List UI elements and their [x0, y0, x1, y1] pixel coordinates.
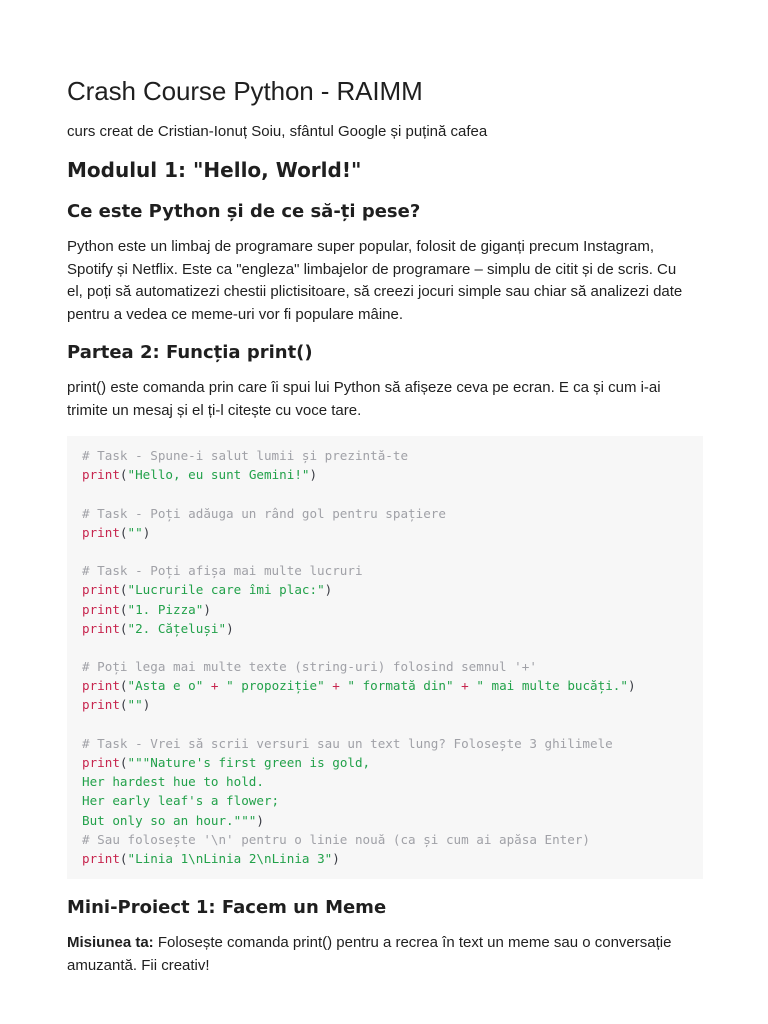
- code-punct: (: [119, 697, 128, 713]
- section-paragraph-intro: [67, 236, 707, 326]
- code-string: "2. Cățeluși": [127, 620, 227, 636]
- code-line: [82, 676, 636, 695]
- code-punct: ): [226, 620, 234, 636]
- code-punct: (: [119, 582, 128, 598]
- code-line: [82, 580, 636, 599]
- code-punct: ): [142, 524, 151, 540]
- code-punct: (: [119, 601, 128, 617]
- code-line: [82, 465, 636, 484]
- code-comment: # Task - Poți adăuga un rând gol pentru spațiere: [82, 505, 446, 521]
- code-string: "1. Pizza": [127, 601, 204, 617]
- code-punct: ): [309, 467, 318, 483]
- paragraph-line: print() este comanda prin care îi spui lui Python să afișeze ceva pe ecran. E ca și cum i-ai: [67, 379, 661, 396]
- code-punct: ): [627, 678, 636, 694]
- paragraph-line: pentru a vedea ce meme-uri vor fi populare mâine.: [67, 305, 404, 323]
- code-blank-line: [82, 542, 636, 561]
- mission-label: Misiunea ta:: [67, 934, 154, 951]
- section-heading-print: Partea 2: Funcția print(): [67, 342, 313, 363]
- code-punct: ): [203, 601, 211, 617]
- code-comment: # Task - Spune-i salut lumii și prezintă-te: [82, 448, 409, 463]
- document-subtitle: curs creat de Cristian-Ionuț Soiu, sfântul Google și puțină cafea: [67, 123, 488, 140]
- code-punct: (: [119, 467, 128, 483]
- mission-text: Folosește comanda print() pentru a recrea în text un meme sau o conversație: [153, 934, 672, 951]
- paragraph-line: amuzantă. Fii creativ!: [67, 956, 210, 974]
- paragraph-line: Python este un limbaj de programare super popular, folosit de giganți precum Instagram,: [67, 238, 654, 255]
- paragraph-line: [67, 932, 707, 955]
- code-string: "": [127, 524, 143, 540]
- code-comment: # Task - Poți afișa mai multe lucruri: [82, 563, 363, 579]
- code-string: "Lucrurile care îmi plac:": [127, 582, 325, 598]
- code-keyword: print: [82, 697, 120, 713]
- mini-project-heading: Mini-Proiect 1: Facem un Meme: [67, 897, 387, 918]
- code-string-line: Her hardest hue to hold.: [82, 774, 264, 790]
- code-blank-line: [82, 715, 636, 734]
- code-keyword: print: [82, 582, 120, 598]
- code-keyword: print: [82, 620, 120, 636]
- code-line: [82, 600, 636, 619]
- code-punct: ): [142, 697, 151, 713]
- code-blank-line: [82, 484, 636, 503]
- code-punct: ): [256, 812, 264, 828]
- code-keyword: print: [82, 524, 120, 540]
- code-string: But only so an hour.""": [82, 812, 257, 828]
- code-string: "": [127, 697, 143, 713]
- code-line: [82, 849, 636, 868]
- code-punct: (: [119, 678, 128, 694]
- code-string-line: Her early leaf's a flower;: [82, 793, 280, 809]
- mini-project-paragraph: [67, 932, 707, 977]
- code-line: [82, 695, 636, 714]
- paragraph-line: trimite un mesaj și el ți-l citește cu voce tare.: [67, 401, 362, 419]
- code-punct: (: [119, 524, 128, 540]
- code-keyword: print: [82, 601, 120, 617]
- code-block[interactable]: [67, 436, 703, 879]
- code-string: "Hello, eu sunt Gemini!": [127, 467, 310, 483]
- code-string: "Asta e o": [127, 678, 204, 694]
- code-operator: +: [324, 678, 348, 694]
- code-keyword: print: [82, 467, 120, 483]
- code-string: "Linia 1\nLinia 2\nLinia 3": [127, 850, 333, 866]
- code-string: " propoziție": [226, 678, 325, 694]
- code-keyword: print: [82, 755, 120, 770]
- code-lines: [82, 446, 636, 868]
- paragraph-line: Spotify și Netflix. Este ca "engleza" limbajelor de programare – simplu de citit și de scris. Cu: [67, 260, 677, 278]
- code-line: [82, 811, 636, 830]
- code-punct: (: [119, 620, 128, 636]
- code-keyword: print: [82, 678, 120, 694]
- code-comment: # Poți lega mai multe texte (string-uri) folosind semnul '+': [82, 659, 537, 675]
- code-line: [82, 523, 636, 542]
- section-heading-what-is-python: Ce este Python și de ce să-ți pese?: [67, 201, 421, 222]
- code-operator: +: [203, 678, 227, 694]
- code-line: [82, 753, 636, 772]
- code-comment: # Sau folosește '\n' pentru o linie nouă (ca și cum ai apăsa Enter): [82, 831, 590, 847]
- code-operator: +: [453, 678, 477, 694]
- paragraph-line: el, poți să automatizezi chestii plictisitoare, să creezi jocuri simple sau chiar să analizezi date: [67, 283, 683, 300]
- code-string: """Nature's first green is gold,: [127, 755, 371, 770]
- module-heading: Modulul 1: "Hello, World!": [67, 158, 362, 182]
- code-comment: # Task - Vrei să scrii versuri sau un text lung? Folosește 3 ghilimele: [82, 735, 613, 751]
- code-punct: ): [324, 582, 333, 598]
- section-paragraph-print: [67, 377, 707, 422]
- code-keyword: print: [82, 850, 120, 866]
- code-punct: ): [332, 850, 340, 866]
- code-string: " mai multe bucăți.": [476, 678, 628, 694]
- code-string: " formată din": [347, 678, 454, 694]
- code-punct: (: [119, 850, 128, 866]
- code-punct: (: [119, 755, 128, 770]
- code-line: [82, 619, 636, 638]
- document-title: Crash Course Python - RAIMM: [67, 76, 423, 106]
- code-blank-line: [82, 638, 636, 657]
